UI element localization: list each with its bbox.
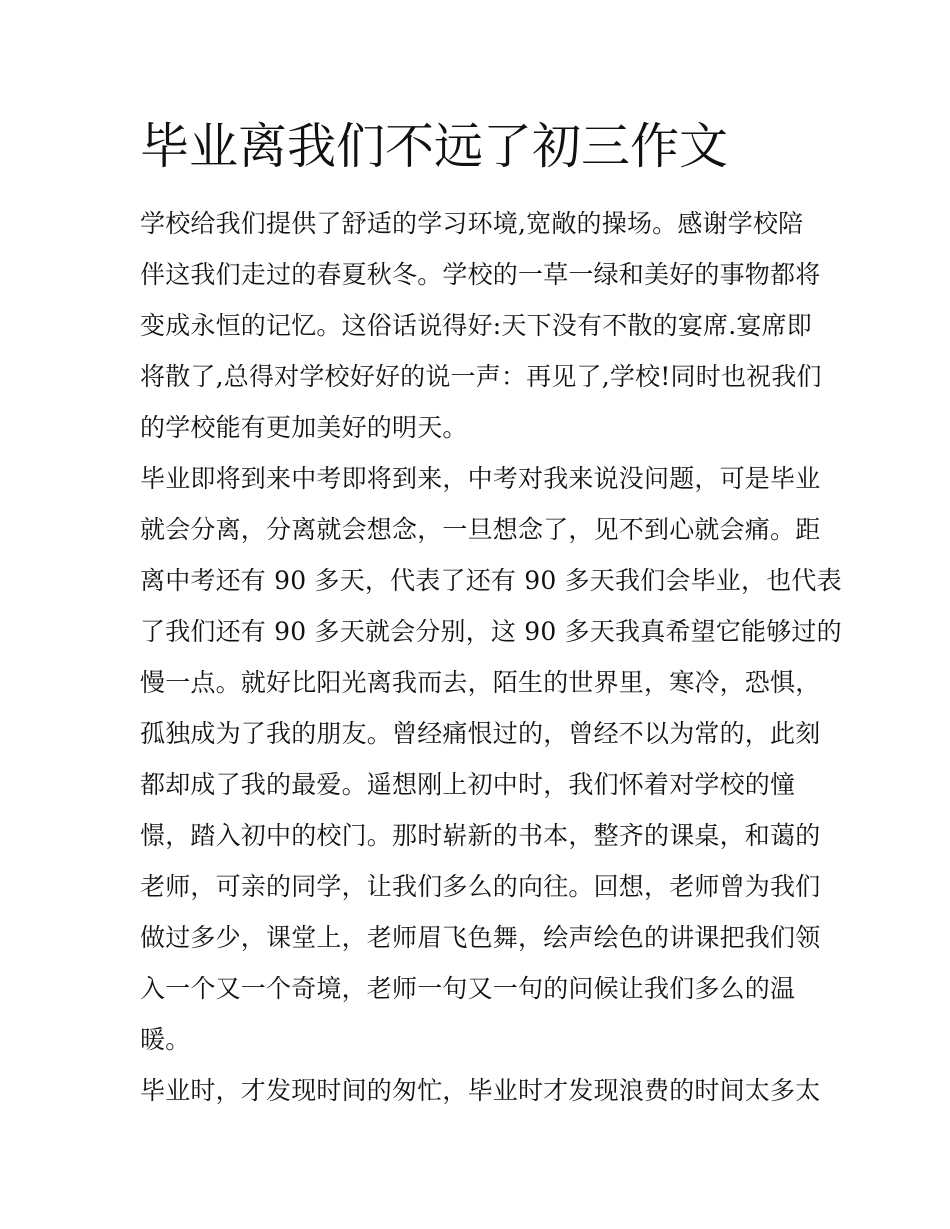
paragraph-1 [140,202,820,457]
paragraph-2 [140,457,842,1069]
text-line: 变成永恒的记忆。这俗话说得好:天下没有不散的宴席.宴席即 [140,311,812,340]
essay-title: 毕业离我们不远了初三作文 [140,118,729,175]
text-line: 毕业即将到来中考即将到来，中考对我来说没问题，可是毕业 [140,464,821,493]
paragraph-3 [140,1069,820,1120]
text-line: 将散了,总得对学校好好的说一声：再见了,学校!同时也祝我们 [140,362,822,391]
text-line: 离中考还有 90 多天，代表了还有 90 多天我们会毕业，也代表 [140,566,842,595]
text-line: 慢一点。就好比阳光离我而去，陌生的世界里，寒冷，恐惧， [140,668,821,697]
text-line: 做过多少，课堂上，老师眉飞色舞，绘声绘色的讲课把我们领 [140,923,821,952]
text-line: 老师，可亲的同学，让我们多么的向往。回想，老师曾为我们 [140,872,821,901]
text-line: 学校给我们提供了舒适的学习环境,宽敞的操场。感谢学校陪 [140,209,804,238]
text-line: 憬，踏入初中的校门。那时崭新的书本，整齐的课桌，和蔼的 [140,821,821,850]
text-line: 入一个又一个奇境，老师一句又一句的问候让我们多么的温 [140,974,796,1003]
text-line: 就会分离，分离就会想念，一旦想念了，见不到心就会痛。距 [140,515,821,544]
text-line: 了我们还有 90 多天就会分别，这 90 多天我真希望它能够过的 [140,617,842,646]
text-line: 毕业时，才发现时间的匆忙，毕业时才发现浪费的时间太多太 [140,1076,821,1105]
text-line: 暖。 [140,1025,191,1054]
text-line: 都却成了我的最爱。遥想刚上初中时，我们怀着对学校的憧 [140,770,796,799]
text-line: 孤独成为了我的朋友。曾经痛恨过的，曾经不以为常的，此刻 [140,719,821,748]
essay-body [140,202,842,1120]
text-line: 的学校能有更加美好的明天。 [140,413,468,442]
text-line: 伴这我们走过的春夏秋冬。学校的一草一绿和美好的事物都将 [140,260,821,289]
